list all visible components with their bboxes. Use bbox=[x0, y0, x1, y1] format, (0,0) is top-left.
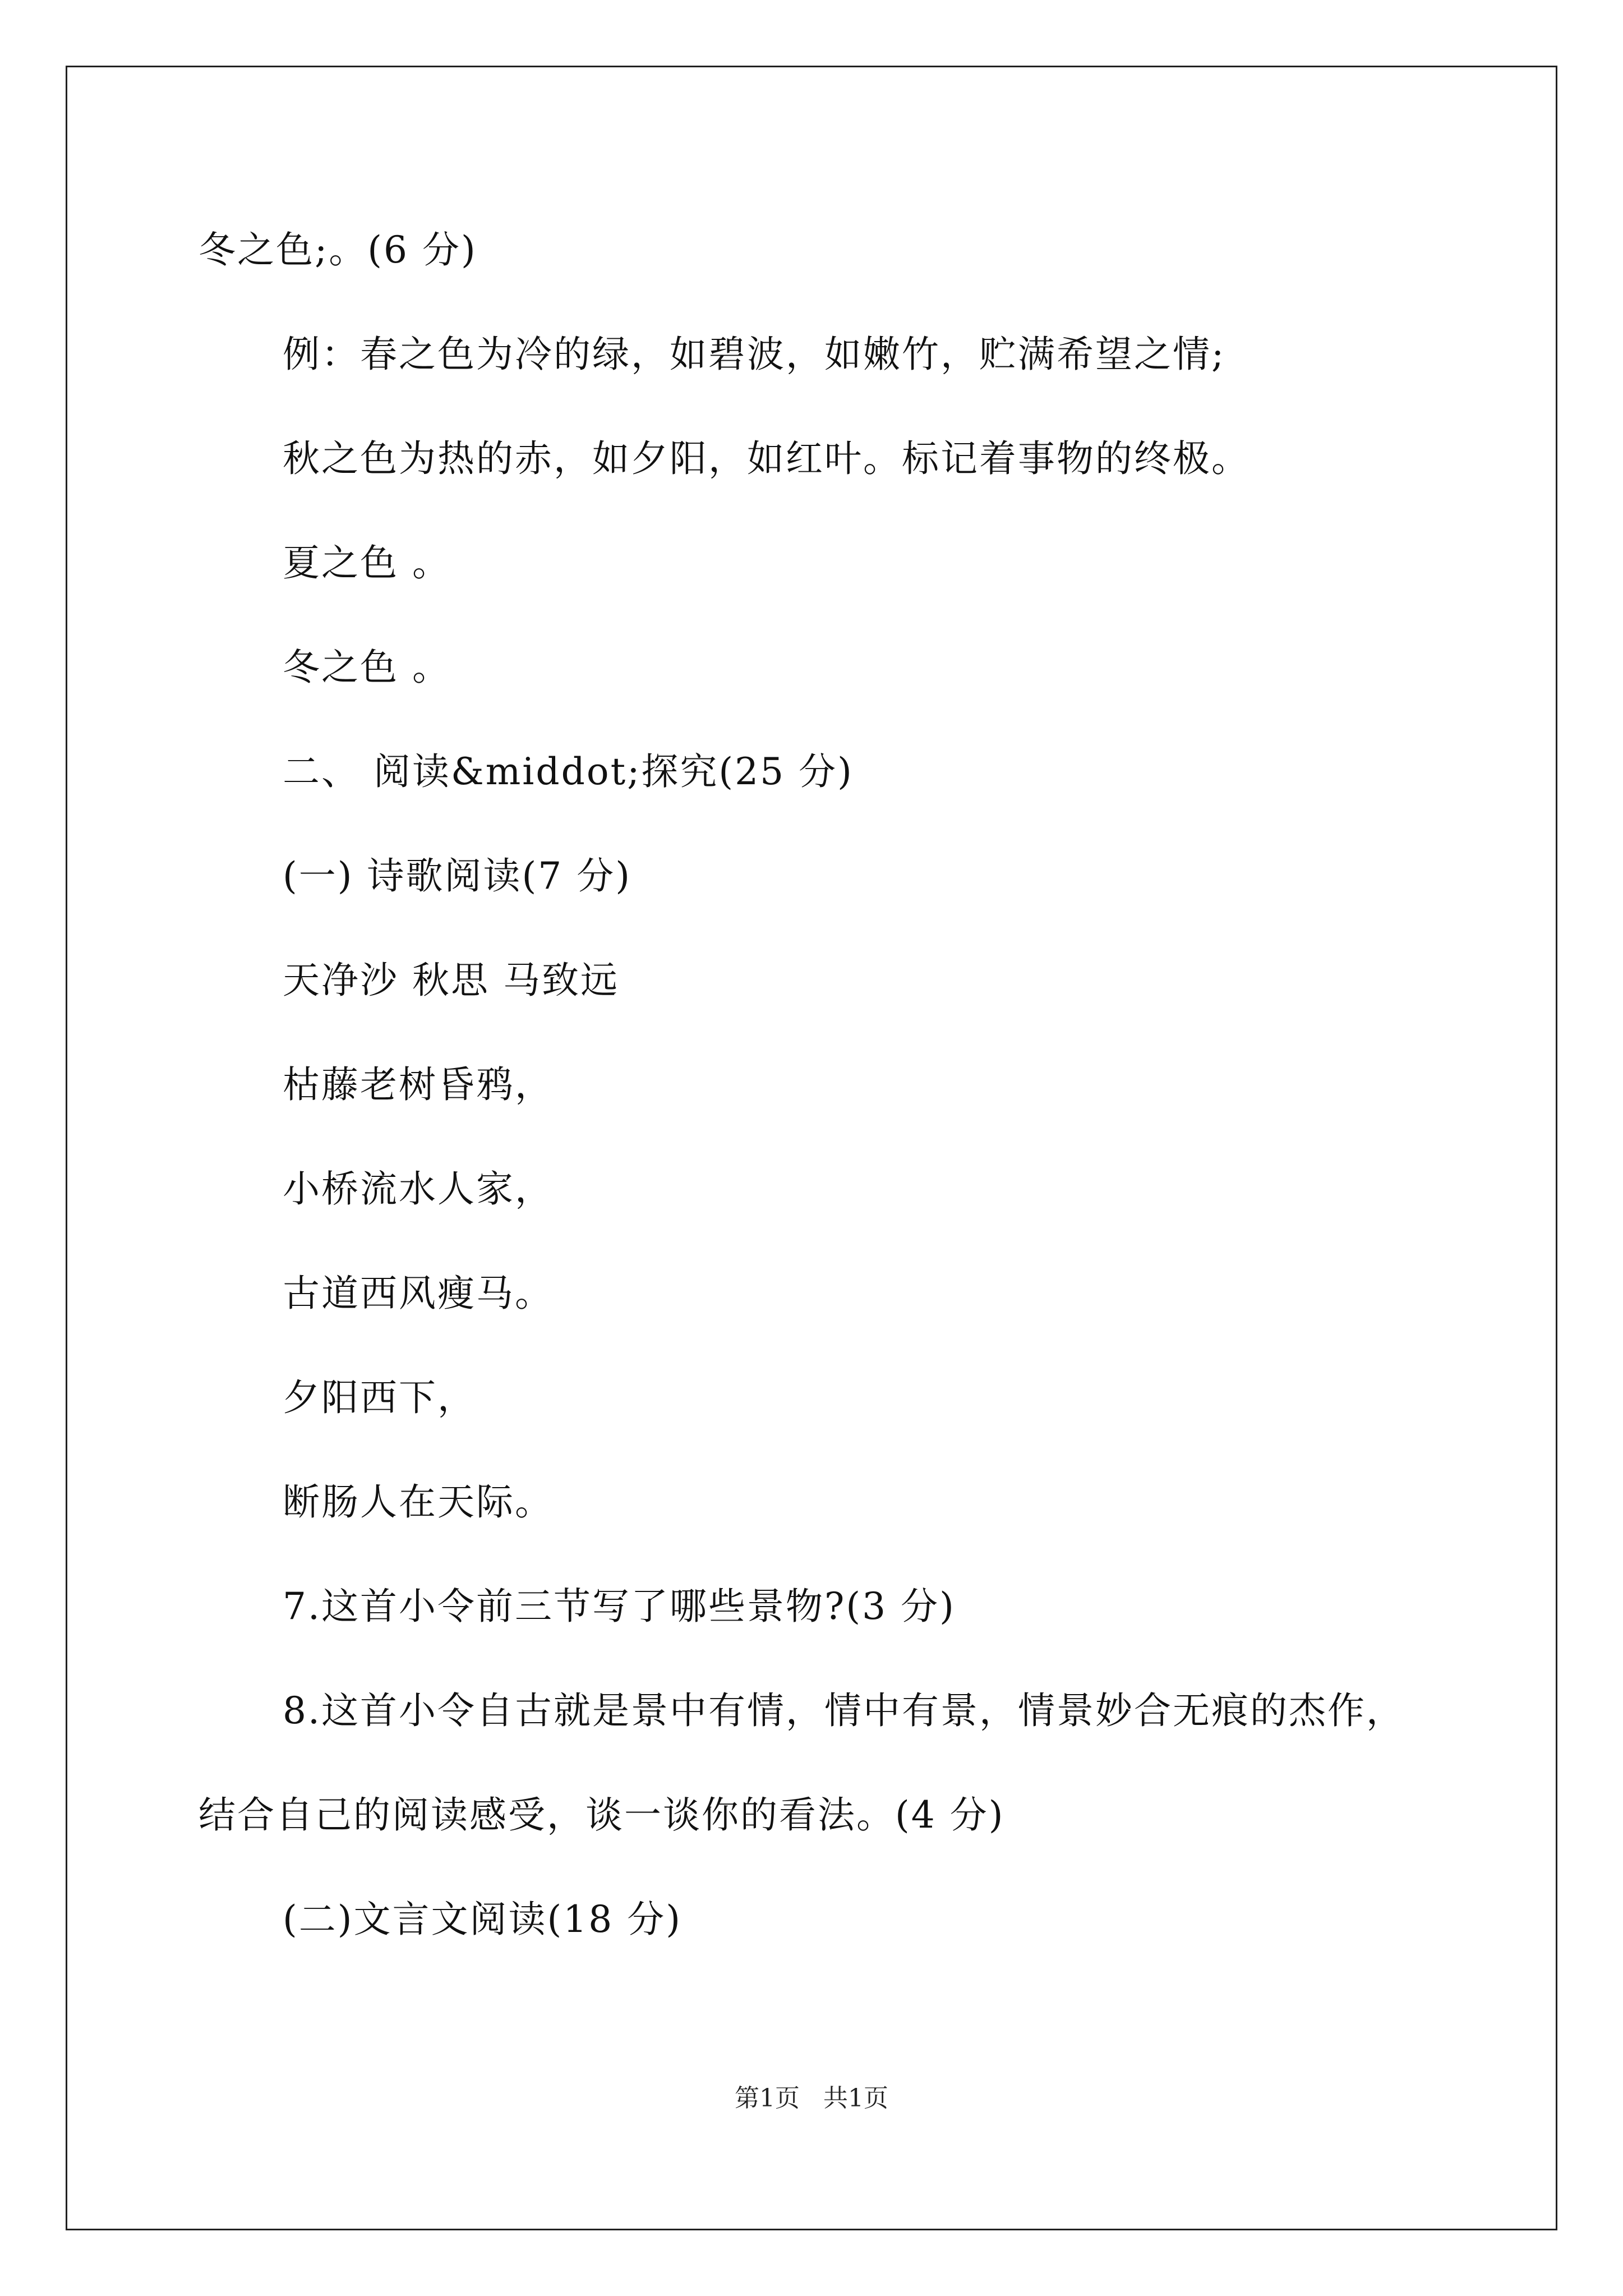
question-7: 7.这首小令前三节写了哪些景物?(3 分) bbox=[283, 1585, 956, 1628]
text-line-winter-color-score: 冬之色;。(6 分) bbox=[199, 228, 477, 272]
text-line-example: 例：春之色为冷的绿，如碧波，如嫩竹，贮满希望之情; bbox=[283, 333, 1226, 376]
page-footer: 第1页 共1页 bbox=[735, 2084, 888, 2113]
subsection-heading-poetry: (一) 诗歌阅读(7 分) bbox=[283, 854, 631, 898]
poem-line-5: 断肠人在天际。 bbox=[283, 1480, 554, 1524]
text-line-winter-color: 冬之色 。 bbox=[283, 646, 451, 689]
poem-line-3: 古道西风瘦马。 bbox=[283, 1272, 554, 1315]
poem-title: 天净沙 秋思 马致远 bbox=[283, 959, 619, 1002]
poem-line-1: 枯藤老树昏鸦， bbox=[283, 1063, 554, 1106]
question-8: 8.这首小令自古就是景中有情，情中有景，情景妙合无痕的杰作， bbox=[283, 1689, 1405, 1732]
text-line-autumn-color: 秋之色为热的赤，如夕阳，如红叶。标记着事物的终极。 bbox=[283, 437, 1250, 480]
poem-line-4: 夕阳西下， bbox=[283, 1376, 476, 1419]
section-heading-reading: 二、 阅读&middot;探究(25 分) bbox=[283, 750, 854, 793]
text-line-summer-color: 夏之色 。 bbox=[283, 541, 451, 585]
subsection-heading-classical-chinese: (二)文言文阅读(18 分) bbox=[283, 1898, 682, 1941]
question-8-continued: 结合自己的阅读感受，谈一谈你的看法。(4 分) bbox=[199, 1793, 1005, 1837]
poem-line-2: 小桥流水人家， bbox=[283, 1167, 554, 1211]
